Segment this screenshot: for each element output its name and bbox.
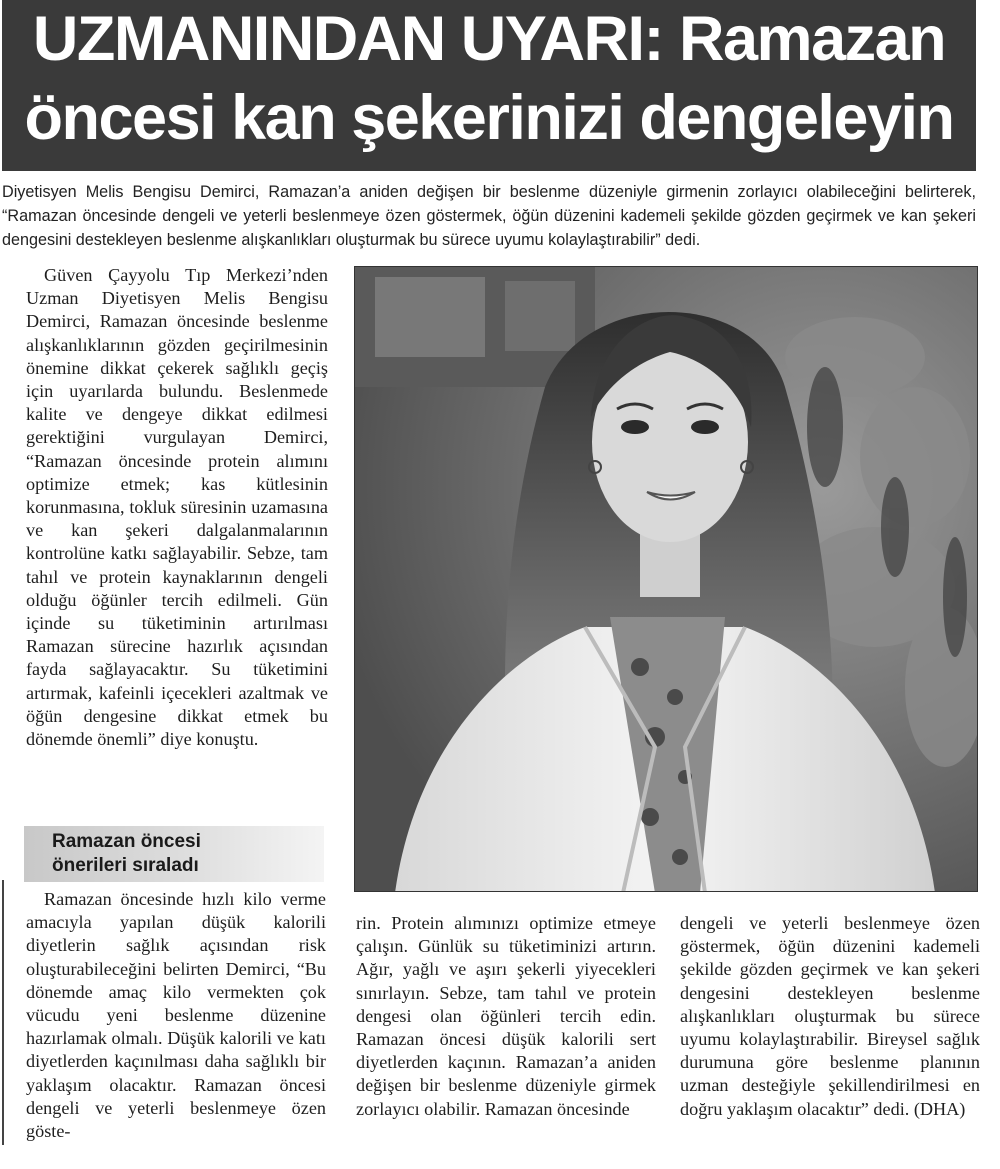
column-3-bottom bbox=[680, 912, 980, 1121]
column-rule bbox=[2, 880, 4, 1145]
column-3-paragraph: dengeli ve yeterli beslenmeye özen göstermek, öğün düzenini kademeli şekilde gözden geçirmek ve kan şekeri dengesini destekleyen beslenme alışkanlıkları oluşturmak bu sürece uyumu kolaylaştırabilir. Bireysel sağlık durumuna göre beslenme planının uzman desteğiyle şekillendirilmesi en doğru yaklaşım olacaktır” dedi. (DHA) bbox=[680, 913, 980, 1119]
subheading bbox=[24, 826, 324, 882]
column-1-bottom bbox=[26, 888, 326, 1143]
column-2-bottom bbox=[356, 912, 656, 1121]
headline bbox=[2, 0, 976, 171]
intro-paragraph: Güven Çayyolu Tıp Merkezi’nden Uzman Diyetisyen Melis Bengisu Demirci, Ramazan öncesinde beslenme alışkanlıklarının gözden geçirilmesinin önemine dikkat çekerek sağlıklı geçiş için uyarılarda bulundu. Beslenmede kalite ve dengeye dikkat edilmesi gerektiğini vurgulayan Demirci, “Ramazan öncesinde protein alımını optimize etmek; kas kütlesinin korunmasına, tokluk süresinin uzamasına ve kan şekeri dalgalanmalarının kontrolüne katkı sağlayabilir. Sebze, tam tahıl ve protein kaynaklarının dengeli olduğu öğünler tercih edilmeli. Gün içinde su tüketiminin artırılması Ramazan sürecine hazırlık açısından fayda sağlayacaktır. Su tüketimini artırmak, kafeinli içecekleri azaltmak ve öğün dengesine dikkat etmek bu dönemde önemli” diye konuştu. bbox=[26, 265, 328, 750]
headline-line-1: UZMANINDAN UYARI: Ramazan bbox=[32, 4, 946, 74]
dietitian-photo bbox=[354, 266, 978, 892]
spot-paragraph: Diyetisyen Melis Bengisu Demirci, Ramazan’a aniden değişen bir beslenme düzeniyle girmenin zorlayıcı olabileceğini belirterek, “Ramazan öncesinde dengeli ve yeterli beslenmeye özen göstermek, öğün düzenini kademeli şekilde gözden geçirmek ve kan şekeri dengesini destekleyen beslenme alışkanlıkları oluşturmak bu sürece uyumu kolaylaştırabilir” dedi. bbox=[2, 183, 976, 249]
subheading-line-2: önerileri sıraladı bbox=[52, 855, 199, 876]
headline-line-2: öncesi kan şekerinizi dengeleyin bbox=[24, 83, 954, 153]
subheading-line-1: Ramazan öncesi bbox=[52, 831, 201, 852]
portrait-illustration bbox=[355, 267, 978, 892]
left-column-intro bbox=[26, 264, 328, 751]
column-2-paragraph: rin. Protein alımınızı optimize etmeye çalışın. Günlük su tüketiminizi artırın. Ağır, yağlı ve aşırı şekerli yiyecekleri sınırlayın. Sebze, tam tahıl ve protein dengesi olan öğünleri tercih edin. Ramazan öncesi düşük kalorili sert diyetlerden kaçının. Ramazan’a aniden değişen bir beslenme düzeniyle girmek zorlayıcı olabilir. Ramazan öncesinde bbox=[356, 913, 656, 1119]
column-1-paragraph: Ramazan öncesinde hızlı kilo verme amacıyla yapılan düşük kalorili diyetlerin sağlık açısından risk oluşturabileceğini belirten Demirci, “Bu dönemde amaç kilo vermekten çok vücudu yeni beslenme düzenine hazırlamak olmalı. Düşük kalorili ve katı diyetlerden kaçınılması daha sağlıklı bir yaklaşım olacaktır. Ramazan öncesi dengeli ve yeterli beslenmeye özen göste- bbox=[26, 889, 326, 1142]
